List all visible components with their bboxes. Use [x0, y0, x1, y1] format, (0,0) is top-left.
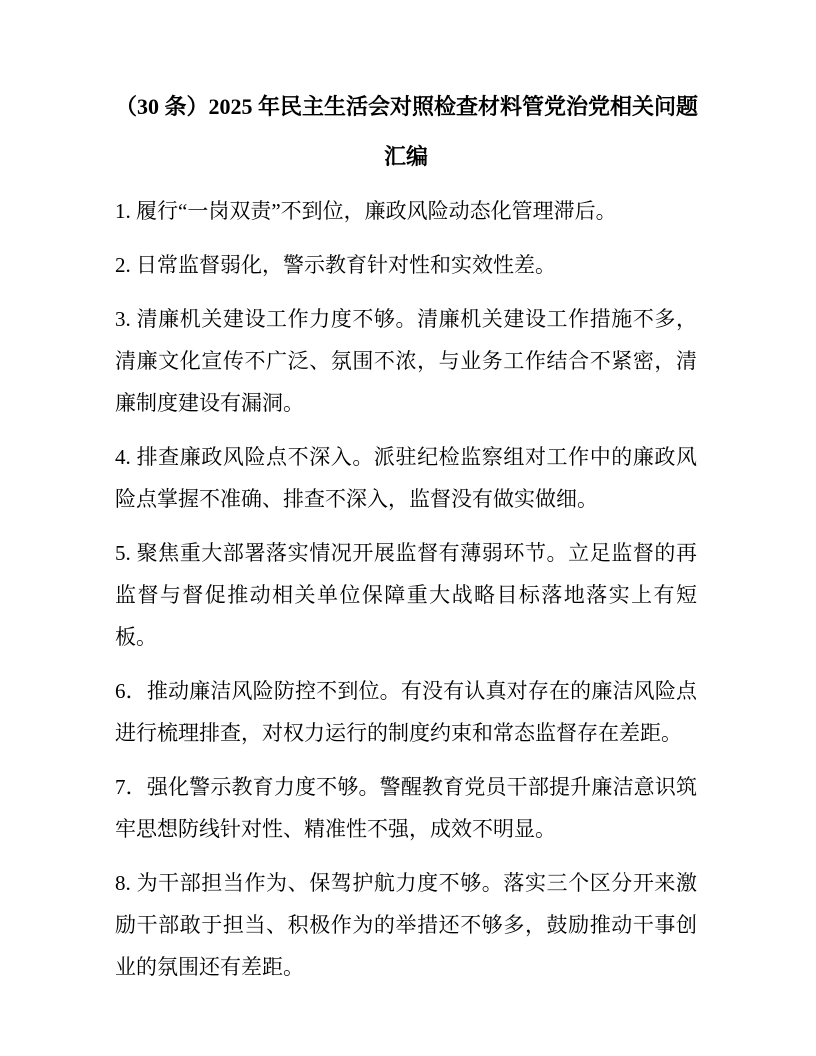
- paragraph-item-3: 3. 清廉机关建设工作力度不够。清廉机关建设工作措施不多，清廉文化宣传不广泛、氛围不浓，与业务工作结合不紧密，清廉制度建设有漏洞。: [115, 307, 697, 415]
- paragraph-item-6: 6．推动廉洁风险防控不到位。有没有认真对存在的廉洁风险点进行梳理排查，对权力运行的制度约束和常态监督存在差距。: [115, 679, 697, 745]
- title-line-1: （30 条）2025 年民主生活会对照检查材料管党治党相关问题: [115, 94, 699, 119]
- paragraph-item-4: 4. 排查廉政风险点不深入。派驻纪检监察组对工作中的廉政风险点掌握不准确、排查不深入，监督没有做实做细。: [115, 445, 697, 511]
- document-title: [115, 82, 697, 182]
- paragraph-item-1: 1. 履行“一岗双责”不到位，廉政风险动态化管理滞后。: [115, 199, 617, 223]
- paragraph-item-5: 5. 聚焦重大部署落实情况开展监督有薄弱环节。立足监督的再监督与督促推动相关单位保障重大战略目标落地落实上有短板。: [115, 541, 697, 649]
- title-line-2: 汇编: [383, 144, 428, 169]
- paragraph-item-2: 2. 日常监督弱化，警示教育针对性和实效性差。: [115, 253, 556, 277]
- paragraph-item-8: 8. 为干部担当作为、保驾护航力度不够。落实三个区分开来激励干部敢于担当、积极作为的举措还不够多，鼓励推动干事创业的氛围还有差距。: [115, 871, 697, 979]
- paragraph-item-7: 7．强化警示教育力度不够。警醒教育党员干部提升廉洁意识筑牢思想防线针对性、精准性不强，成效不明显。: [115, 775, 697, 841]
- document-body: [115, 190, 697, 988]
